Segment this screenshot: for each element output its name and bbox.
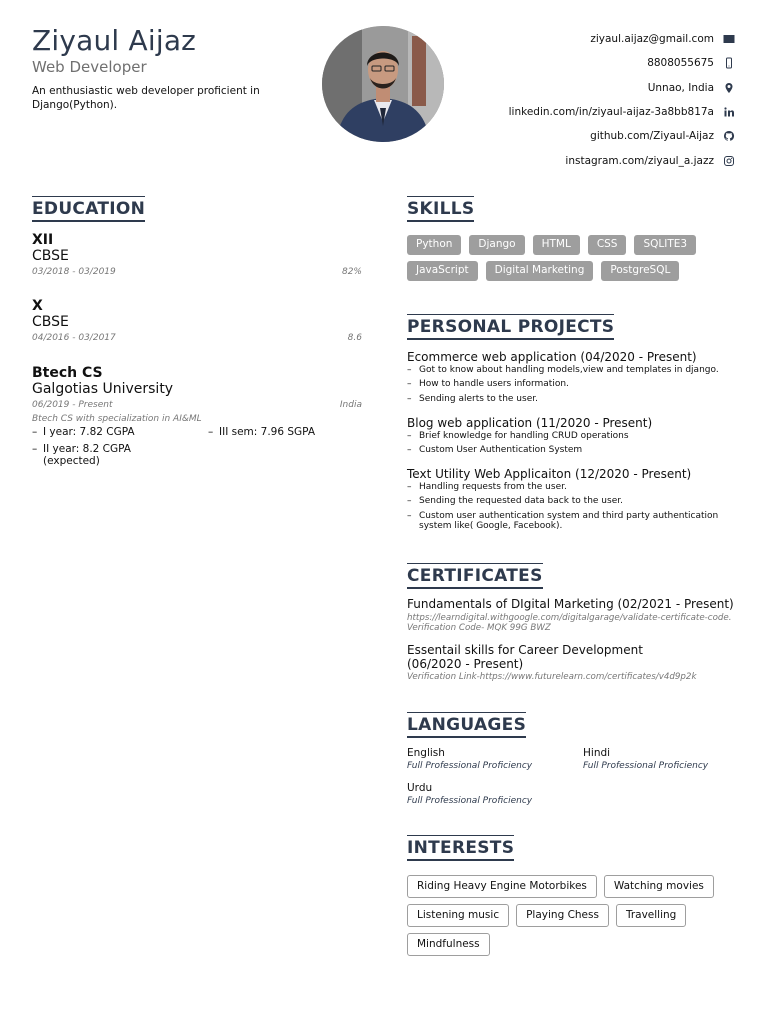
contact-phone[interactable] — [436, 51, 736, 75]
grade-item: – II year: 8.2 CGPA (expected) — [32, 443, 142, 468]
contact-email[interactable] — [436, 27, 736, 51]
interest-tag: Riding Heavy Engine Motorbikes — [407, 875, 597, 898]
education-item — [32, 365, 362, 468]
project-bullets — [407, 482, 737, 532]
project-bullet: – Sending the requested data back to the user. — [407, 496, 737, 507]
certificate-title: Essentail skills for Career Development (06/2020 - Present) — [407, 643, 643, 671]
education-dates: 04/2016 - 03/2017 — [32, 333, 116, 343]
language-item — [583, 747, 753, 773]
language-item — [407, 747, 577, 773]
language-name: English — [407, 747, 445, 759]
education-item — [32, 232, 362, 277]
skill-chip: CSS — [588, 235, 627, 255]
contact-email-text[interactable]: ziyaul.aijaz@gmail.com — [590, 33, 714, 46]
contact-github[interactable] — [436, 124, 736, 148]
skill-chip: HTML — [533, 235, 580, 255]
project-item — [407, 416, 737, 460]
instagram-icon — [722, 154, 736, 168]
contact-location-text: Unnao, India — [647, 81, 714, 94]
education-score: 8.6 — [347, 333, 362, 343]
skill-chip: SQLITE3 — [634, 235, 696, 255]
contact-linkedin-text[interactable]: linkedin.com/in/ziyaul-aijaz-3a8bb817a — [508, 106, 714, 119]
languages-heading: LANGUAGES — [407, 715, 527, 735]
project-bullet: – How to handle users information. — [407, 379, 737, 390]
project-title: Ecommerce web application (04/2020 - Present) — [407, 350, 697, 364]
project-title: Text Utility Web Applicaiton (12/2020 - Present) — [407, 467, 692, 481]
contact-instagram[interactable] — [436, 148, 736, 172]
education-institution: Galgotias University — [32, 381, 174, 397]
education-degree: XII — [32, 232, 54, 248]
project-bullet: – Custom user authentication system and third party authentication system like( Google, Facebook). — [407, 511, 737, 532]
skill-chip: Django — [469, 235, 524, 255]
location-icon — [722, 81, 736, 95]
job-title: Web Developer — [32, 58, 147, 76]
education-score: 82% — [341, 267, 362, 277]
education-meta — [32, 267, 362, 277]
interest-tag: Mindfulness — [407, 933, 490, 956]
language-name: Urdu — [407, 782, 433, 794]
education-heading: EDUCATION — [32, 199, 146, 219]
education-meta — [32, 333, 362, 343]
contact-phone-text[interactable]: 8808055675 — [647, 57, 714, 70]
summary-text: An enthusiastic web developer proficient in Django(Python). — [32, 85, 260, 111]
language-level: Full Professional Proficiency — [407, 761, 533, 771]
language-level: Full Professional Proficiency — [407, 796, 533, 806]
skills-list — [407, 235, 737, 281]
education-degree: Btech CS — [32, 365, 103, 381]
skills-heading: SKILLS — [407, 199, 475, 219]
interests-list — [407, 875, 737, 956]
phone-icon — [722, 56, 736, 70]
contact-list — [436, 27, 736, 173]
skill-chip: Python — [407, 235, 461, 255]
project-bullet: – Handling requests from the user. — [407, 482, 737, 493]
education-dates: 06/2019 - Present — [32, 400, 113, 410]
skill-chip: PostgreSQL — [601, 261, 679, 281]
github-icon — [722, 129, 736, 143]
skill-chip: JavaScript — [407, 261, 478, 281]
project-bullets — [407, 431, 737, 456]
certificate-verification[interactable]: Verification Link-https://www.futurelearn.com/certificates/v4d9p2k — [407, 672, 697, 682]
interest-tag: Listening music — [407, 904, 509, 927]
certificate-verification[interactable]: https://learndigital.withgoogle.com/digitalgarage/validate-certificate-code. Verification Code- MQK 99G BWZ — [407, 612, 732, 633]
contact-instagram-text[interactable]: instagram.com/ziyaul_a.jazz — [565, 154, 714, 167]
education-institution: CBSE — [32, 314, 69, 330]
education-location: India — [339, 400, 362, 410]
education-institution: CBSE — [32, 248, 69, 264]
skill-chip: Digital Marketing — [486, 261, 594, 281]
education-degree: X — [32, 298, 43, 314]
education-description: Btech CS with specialization in AI&ML — [32, 414, 202, 424]
language-name: Hindi — [583, 747, 611, 759]
certificate-item — [407, 598, 737, 633]
contact-location — [436, 76, 736, 100]
grade-item: – I year: 7.82 CGPA — [32, 426, 208, 439]
education-grades — [32, 426, 362, 468]
contact-linkedin[interactable] — [436, 100, 736, 124]
project-item — [407, 467, 737, 535]
education-item — [32, 298, 362, 343]
projects-heading: PERSONAL PROJECTS — [407, 317, 615, 337]
profile-photo — [322, 26, 444, 142]
project-item — [407, 350, 737, 408]
email-icon — [722, 32, 736, 46]
interest-tag: Watching movies — [604, 875, 714, 898]
resume-name: Ziyaul Aijaz — [32, 24, 197, 57]
project-bullet: – Brief knowledge for handling CRUD operations — [407, 431, 737, 442]
project-bullet: – Sending alerts to the user. — [407, 394, 737, 405]
education-dates: 03/2018 - 03/2019 — [32, 267, 116, 277]
certificate-title: Fundamentals of DIgital Marketing (02/2021 - Present) — [407, 597, 734, 611]
interest-tag: Travelling — [616, 904, 686, 927]
interest-tag: Playing Chess — [516, 904, 609, 927]
project-bullet: – Got to know about handling models,view and templates in django. — [407, 365, 737, 376]
interests-heading: INTERESTS — [407, 838, 515, 858]
grade-item: – III sem: 7.96 SGPA — [208, 426, 362, 439]
project-bullet: – Custom User Authentication System — [407, 445, 737, 456]
project-title: Blog web application (11/2020 - Present) — [407, 416, 653, 430]
certificates-heading: CERTIFICATES — [407, 566, 543, 586]
language-level: Full Professional Proficiency — [583, 761, 709, 771]
certificate-item — [407, 644, 737, 682]
project-bullets — [407, 365, 737, 404]
contact-github-text[interactable]: github.com/Ziyaul-Aijaz — [590, 130, 714, 143]
language-item — [407, 782, 577, 808]
linkedin-icon — [722, 105, 736, 119]
education-meta — [32, 400, 362, 410]
